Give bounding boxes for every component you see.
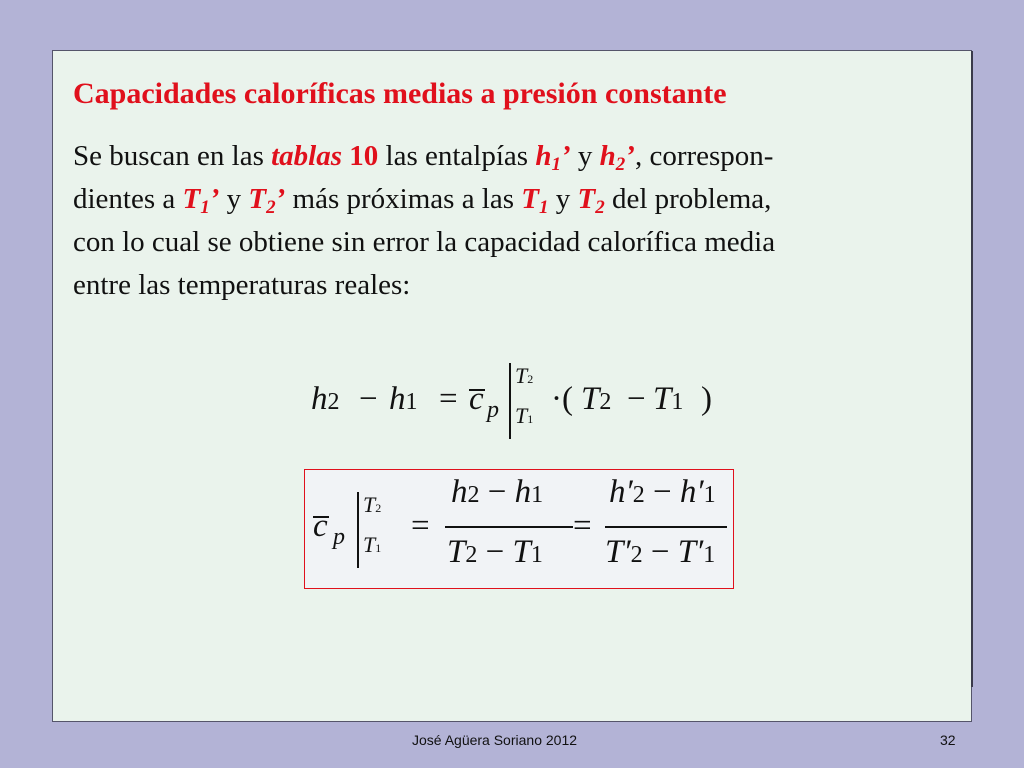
text-run: más próximas a las: [285, 183, 522, 215]
T2-symbol: [577, 183, 605, 218]
text-run: Se buscan en las: [73, 140, 272, 172]
eq1-cp-sub: p: [487, 397, 499, 423]
T1-symbol: [521, 183, 549, 218]
eq1-lower-limit: T1: [515, 403, 534, 428]
h1-prime-symbol: [535, 140, 571, 175]
eq1-equals: =: [439, 381, 458, 417]
eq1-minus: −: [359, 381, 378, 417]
slide-panel: [52, 50, 972, 722]
eq1-dot-paren: ·(: [551, 381, 573, 417]
page-number: 32: [940, 732, 956, 748]
text-run: dientes a: [73, 183, 183, 215]
symbol-T: T: [248, 183, 267, 215]
subscript: 1: [200, 197, 210, 218]
symbol-T: T: [521, 183, 539, 215]
eq2-eval-bar: [357, 492, 359, 568]
eq1-T2: T2: [581, 381, 612, 417]
eq2-fraction-line-2: [605, 526, 727, 528]
paragraph-line-2: [73, 178, 973, 221]
slide-footer: [0, 728, 1024, 752]
eq1-upper-limit: T2: [515, 363, 534, 388]
text-run: y: [219, 183, 249, 215]
eq2-denominator-1: T2 − T1: [447, 534, 543, 570]
text-run: y: [570, 140, 600, 172]
footer-author: José Agüera Soriano 2012: [412, 732, 578, 748]
eq1-h1: h1: [389, 381, 418, 417]
paragraph-line-3: con lo cual se obtiene sin error la capacidad calorífica media: [73, 226, 776, 258]
eq2-equals-1: =: [411, 508, 430, 544]
T1-prime-symbol: [182, 183, 220, 218]
slide-paragraph: [73, 135, 973, 307]
text-run: del problema,: [604, 183, 772, 215]
tablas-emphasis: tablas: [271, 140, 343, 172]
prime: ’: [275, 183, 286, 215]
equation-mean-heat-capacity-box: [304, 469, 734, 589]
slide-title: Capacidades caloríficas medias a presión constante: [73, 77, 727, 110]
prime: ’: [209, 183, 220, 215]
eq2-fraction-line-1: [445, 526, 573, 528]
eq2-cp-sub: p: [333, 524, 345, 550]
eq2-equals-2: =: [573, 508, 592, 544]
eq1-cp: c: [469, 381, 484, 417]
eq1-T1: T1: [653, 381, 684, 417]
prime: ’: [560, 140, 571, 172]
eq2-numerator-1: h2 − h1: [451, 474, 544, 510]
text-run: las entalpías: [378, 140, 536, 172]
subscript: 1: [551, 154, 561, 175]
eq1-minus-2: −: [627, 381, 646, 417]
eq2-numerator-2: h′2 − h′1: [609, 474, 716, 510]
symbol-h: h: [599, 140, 616, 172]
subscript: 2: [266, 197, 276, 218]
paragraph-line-1: [73, 135, 973, 178]
eq2-upper-limit: T2: [363, 492, 382, 517]
text-run: , correspon-: [634, 140, 774, 172]
subscript: 2: [615, 154, 626, 175]
eq2-lower-limit: T1: [363, 532, 382, 557]
subscript: 1: [539, 197, 549, 218]
symbol-h: h: [535, 140, 552, 172]
eq1-h2: h2: [311, 381, 340, 417]
h2-prime-symbol: [599, 140, 635, 175]
symbol-T: T: [577, 183, 596, 215]
text-run: y: [548, 183, 578, 215]
eq2-denominator-2: T′2 − T′1: [605, 534, 716, 570]
eq2-cp: c: [313, 508, 328, 544]
T2-prime-symbol: [248, 183, 286, 218]
table-number: 10: [342, 140, 379, 172]
equation-enthalpy-difference: [311, 361, 731, 443]
paragraph-line-4: entre las temperaturas reales:: [73, 269, 411, 301]
subscript: 2: [595, 197, 605, 218]
prime: ’: [625, 140, 635, 172]
eq1-close-paren: ): [701, 381, 712, 417]
eq1-eval-bar: [509, 363, 511, 439]
symbol-T: T: [182, 183, 201, 215]
